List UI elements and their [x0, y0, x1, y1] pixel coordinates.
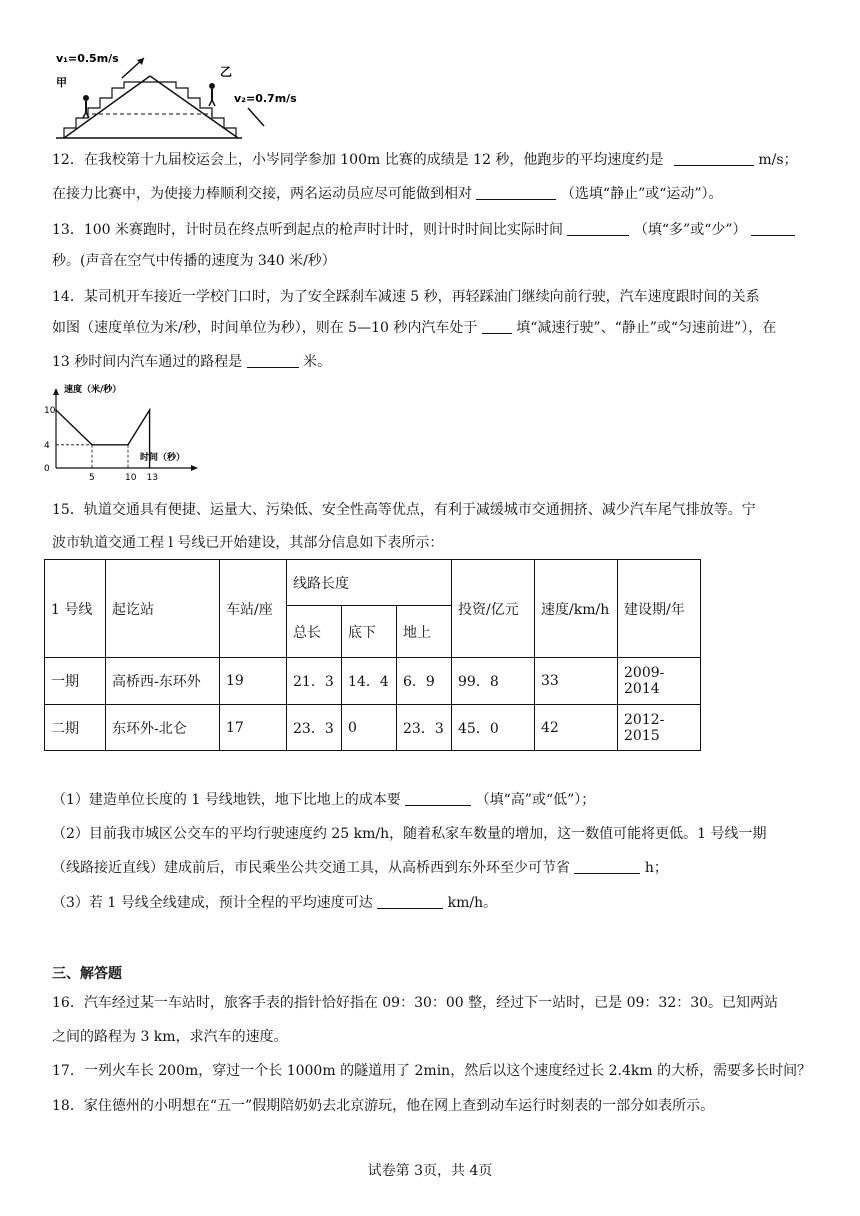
q12-text-b: m/s；: [758, 152, 798, 168]
cell-above: 6．9: [397, 658, 452, 705]
cell-count: 17: [220, 705, 287, 751]
q12-text-d: （选填“静止”或“运动”）。: [560, 186, 723, 202]
speed-time-chart: [44, 382, 204, 486]
cell-phase: 二期: [45, 705, 106, 751]
q12-line2: [52, 184, 723, 204]
q14-text-b: 如图（速度单位为米/秒，时间单位为秒），则在 5—10 秒内汽车处于: [52, 320, 478, 336]
q15-line1: [52, 500, 756, 520]
q12-text-a: 12．在我校第十九届校运会上，小岑同学参加 100m 比赛的成绩是 12 秒，他跑步的平均速度约是: [52, 152, 664, 168]
th-line: 1 号线: [45, 560, 106, 658]
q14-blank-1[interactable]: [482, 319, 512, 334]
table-row: [45, 658, 701, 705]
q14-line2: [52, 318, 776, 338]
q15-sub1-text-b: （填“高”或“低”）；: [475, 792, 596, 808]
q15-sub2-line2: [52, 858, 668, 878]
q13-blank-1[interactable]: [567, 221, 629, 236]
chart-series: [55, 409, 150, 469]
v2-label: v₂=0.7m/s: [234, 92, 297, 105]
cell-speed: 33: [535, 658, 618, 705]
q13-text-a: 13．100 米赛跑时，计时员在终点听到起点的枪声时计时，则计时时间比实际时间: [52, 222, 563, 238]
q15-blank-2[interactable]: [574, 859, 640, 874]
q12-blank-1[interactable]: [674, 151, 754, 166]
q13-blank-2[interactable]: [751, 221, 795, 236]
cell-speed: 42: [535, 705, 618, 751]
q14-line1: [52, 287, 760, 307]
cell-under: 14．4: [342, 658, 397, 705]
speed-point: [127, 444, 129, 446]
cell-total: 21．3: [287, 658, 342, 705]
q16-text-b: 之间的路程为 3 km，求汽车的速度。: [52, 1029, 288, 1045]
th-total: 总长: [287, 606, 342, 658]
chart-ylabel: 速度（米/秒）: [64, 385, 122, 395]
table-row: [45, 705, 701, 751]
cell-stations: 东环外-北仑: [106, 705, 220, 751]
cell-total: 23．3: [287, 705, 342, 751]
staircase-figure: [52, 46, 312, 146]
cell-stations: 高桥西-东环外: [106, 658, 220, 705]
q16-text-a: 16．汽车经过某一车站时，旅客手表的指针恰好指在 09：30：00 整，经过下一站时，已是 09：32：30。已知两站: [52, 995, 779, 1011]
speed-point: [91, 444, 93, 446]
right-staircase: [150, 82, 236, 138]
q15-blank-3[interactable]: [377, 894, 443, 909]
person-a-figure: [83, 95, 89, 118]
x-tick-label: 10: [125, 473, 137, 483]
th-stations: 起讫站: [106, 560, 220, 658]
cell-above: 23．3: [397, 705, 452, 751]
q15-sub2-text-b: （线路接近直线）建成前后，市民乘坐公共交通工具，从高桥西到东外环至少可节省: [52, 860, 570, 876]
x-axis-arrowhead: [191, 465, 198, 471]
q13-line2: [52, 251, 336, 271]
section-title: 三、解答题: [52, 966, 122, 982]
q18-line1: [52, 1096, 714, 1116]
q15-sub2-text-c: h；: [644, 860, 668, 876]
q14-text-d: 13 秒时间内汽车通过的路程是: [52, 354, 243, 370]
chart-guides: [56, 445, 128, 468]
cell-invest: 45．0: [452, 705, 535, 751]
v1-label: v₁=0.5m/s: [56, 52, 119, 65]
v2-arrow: [248, 108, 264, 126]
x-tick-label: 5: [89, 473, 95, 483]
cell-period: 2009-2014: [618, 658, 701, 705]
q13-line1: [52, 220, 795, 240]
page-footer: 试卷第 3页，共 4页: [367, 1163, 493, 1179]
cell-phase: 一期: [45, 658, 106, 705]
table-header-row: [45, 560, 701, 606]
th-speed: 速度/km/h: [535, 560, 618, 658]
right-incline: [150, 76, 238, 138]
q15-sub1: [52, 790, 595, 810]
speed-point: [149, 409, 151, 411]
q12-line1: [52, 150, 798, 170]
q14-text-e: 米。: [303, 354, 332, 370]
q12-text-c: 在接力比赛中，为使接力棒顺利交接，两名运动员应尽可能做到相对: [52, 186, 472, 202]
q15-sub3: [52, 893, 497, 913]
q14-line3: [52, 352, 331, 372]
x-tick-label: 13: [146, 473, 159, 483]
y-tick-label: 4: [44, 440, 50, 451]
q16-line1: [52, 993, 778, 1013]
q15-line2: [52, 533, 443, 553]
q15-sub2-text-a: （2）目前我市城区公交车的平均行驶速度约 25 km/h，随着私家车数量的增加，这一数值可能将更低。1 号线一期: [52, 826, 767, 842]
q14-text-c: 填“减速行驶”、“静止”或“匀速前进”），在: [516, 320, 777, 336]
th-period: 建设期/年: [618, 560, 701, 658]
q15-text-b: 波市轨道交通工程 l 号线已开始建设，其部分信息如下表所示：: [52, 535, 444, 551]
q15-sub3-text-b: km/h。: [447, 895, 498, 911]
q17-text: 17．一列火车长 200m，穿过一个长 1000m 的隧道用了 2min，然后以这个速度经过长 2.4km 的大桥，需要多长时间？: [52, 1063, 812, 1079]
q15-sub1-text-a: （1）建造单位长度的 1 号线地铁，地下比地上的成本要: [52, 792, 401, 808]
person-b-label: 乙: [220, 65, 233, 79]
q13-text-c: 秒。(声音在空气中传播的速度为 340 米/秒）: [52, 253, 336, 269]
cell-period: 2012-2015: [618, 705, 701, 751]
person-a-label: 甲: [56, 76, 67, 89]
q15-sub2-line1: [52, 824, 766, 844]
speed-line: [56, 410, 150, 468]
y-axis-arrowhead: [53, 388, 59, 395]
q12-blank-2[interactable]: [476, 185, 556, 200]
q15-text-a: 15．轨道交通具有便捷、运量大、污染低、安全性高等优点，有利于减缓城市交通拥挤、减少汽车尾气排放等。宁: [52, 502, 756, 518]
q15-blank-1[interactable]: [405, 791, 471, 806]
cell-count: 19: [220, 658, 287, 705]
left-incline: [64, 76, 150, 138]
y-tick-label: 10: [44, 406, 56, 416]
y-tick-label: 0: [44, 464, 50, 474]
cell-under: 0: [342, 705, 397, 751]
q16-line2: [52, 1027, 288, 1047]
th-length: 线路长度: [287, 560, 452, 606]
q18-text: 18．家住德州的小明想在“五一”假期陪奶奶去北京游玩，他在网上查到动车运行时刻表的一部分如表所示。: [52, 1098, 715, 1114]
person-b-figure: [209, 83, 215, 106]
cell-invest: 99．8: [452, 658, 535, 705]
q14-text-a: 14．某司机开车接近一学校门口时，为了安全踩刹车减速 5 秒，再轻踩油门继续向前行驶，汽车速度跟时间的关系: [52, 289, 760, 305]
th-under: 底下: [342, 606, 397, 658]
speed-point: [149, 467, 151, 469]
rail-info-table: [44, 559, 701, 751]
th-above: 地上: [397, 606, 452, 658]
q17-line1: [52, 1061, 811, 1081]
q14-blank-2[interactable]: [247, 353, 299, 368]
th-invest: 投资/亿元: [452, 560, 535, 658]
q13-text-b: （填“多”或“少”）: [633, 222, 747, 238]
chart-xlabel: 时间（秒）: [140, 453, 186, 463]
speed-point: [55, 409, 57, 411]
th-count: 车站/座: [220, 560, 287, 658]
q15-sub3-text-a: （3）若 1 号线全线建成，预计全程的平均速度可达: [52, 895, 373, 911]
